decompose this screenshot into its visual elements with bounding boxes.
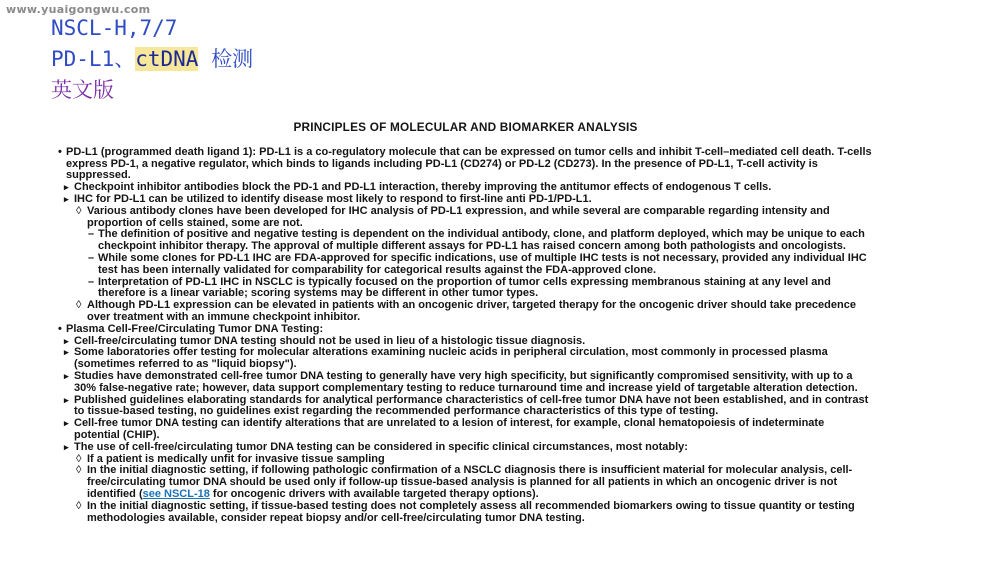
diamond-text: Although PD-L1 expression can be elevated in patients with an oncogenic driver, targeted therapy for the oncogenic driver should take precedence over treatment with an immune checkpoint inhibitor. — [87, 299, 856, 323]
pd-l1-dash-3 — [58, 277, 873, 301]
arrow-icon: ▸ — [64, 394, 69, 405]
sub-text: The use of cell-free/circulating tumor DNA testing can be considered in specific clinical circumstances, most notably: — [74, 440, 688, 453]
diamond-text: If a patient is medically unfit for invasive tissue sampling — [87, 452, 385, 465]
sub-text: Published guidelines elaborating standards for analytical performance characteristics of cell-free tumor DNA have not been established, and in contrast to tissue-based testing, no guidelines exist regarding the recommended performance characteristics of this type of testing. — [74, 393, 869, 418]
dash-text: Interpretation of PD-L1 IHC in NSCLC is typically focused on the proportion of tumor cells expressing membranous staining at any level and therefore is a linear variable; scoring systems may be different in other tumor types. — [98, 275, 831, 300]
watermark: www.yuaigongwu.com — [6, 3, 151, 16]
sub-text: Some laboratories offer testing for molecular alterations examining nucleic acids in peripheral circulation, most commonly in processed plasma (sometimes referred to as "liquid biopsy"). — [74, 346, 828, 371]
title-line2-suffix: 检测 — [198, 47, 254, 71]
pd-l1-diamond-1 — [58, 206, 873, 230]
sub-text: Cell-free/circulating tumor DNA testing should not be used in lieu of a histologic tissue diagnosis. — [74, 334, 586, 347]
slide-title-line3: 英文版 — [51, 78, 114, 102]
dash-icon: – — [88, 251, 95, 264]
bullet-pd-l1 — [58, 147, 873, 182]
see-nscl-18-link[interactable]: see NSCL-18 — [142, 487, 210, 500]
pd-l1-dash-2 — [58, 253, 873, 277]
bullet-text: PD-L1 (programmed death ligand 1): PD-L1 is a co-regulatory molecule that can be expressed on tumor cells and inhibit T-cell–mediated cell death. T-cells express PD-1, a negative regulator, which binds to ligands including PD-L1 (CD274) or PD-L2 (CD273). In the presence of PD-L1, T-cell activity is suppressed. — [66, 145, 872, 182]
arrow-icon: ▸ — [64, 182, 69, 193]
slide-title-line1: NSCL-H,7/7 — [51, 16, 178, 40]
document-heading: PRINCIPLES OF MOLECULAR AND BIOMARKER ANALYSIS — [293, 120, 638, 134]
dash-text: The definition of positive and negative testing is dependent on the individual antibody, clone, and platform deployed, which may be unique to each checkpoint inhibitor therapy. The approval of multiple different assays for PD-L1 has raised concern among both pathologists and oncologists. — [98, 228, 865, 253]
plasma-sub-2 — [58, 347, 873, 371]
diamond-icon: ◊ — [76, 452, 82, 465]
diamond-text: In the initial diagnostic setting, if tissue-based testing does not completely assess all recommended biomarkers owing to tissue quantity or testing methodologies available, consider repeat biopsy and/or cell-free/circulating tumor DNA testing. — [87, 499, 855, 524]
plasma-sub-5 — [58, 418, 873, 442]
sub-text: Cell-free tumor DNA testing can identify alterations that are unrelated to a lesion of interest, for example, clonal hematopoiesis of indeterminate potential (CHIP). — [74, 417, 825, 441]
diamond-icon: ◊ — [76, 464, 82, 477]
arrow-icon: ▸ — [64, 347, 69, 358]
arrow-icon: ▸ — [64, 193, 69, 204]
diamond-text: Various antibody clones have been developed for IHC analysis of PD-L1 expression, and while several are comparable regarding intensity and proportion of cells stained, some are not. — [87, 204, 830, 229]
plasma-sub-4 — [58, 395, 873, 419]
arrow-icon: ▸ — [64, 335, 69, 346]
diamond-text-after: for oncogenic drivers with available targeted therapy options). — [209, 487, 539, 500]
title-line2-prefix: PD-L1、 — [51, 47, 136, 71]
slide-title-line2 — [51, 46, 253, 72]
arrow-icon: ▸ — [64, 370, 69, 381]
sub-text: Studies have demonstrated cell-free tumor DNA testing to generally have very high specificity, but significantly compromised sensitivity, with up to a 30% false-negative rate; however, data support complementary testing to reduce turnaround time and increase yield of targetable alteration detection. — [74, 369, 858, 394]
title-highlight: ctDNA — [135, 47, 199, 71]
diamond-icon: ◊ — [76, 499, 82, 512]
diamond-icon: ◊ — [76, 204, 82, 217]
sub-text: Checkpoint inhibitor antibodies block the PD-1 and PD-L1 interaction, thereby improving the antitumor effects of endogenous T cells. — [74, 181, 772, 194]
dash-icon: – — [88, 228, 95, 241]
pd-l1-dash-1 — [58, 229, 873, 253]
document-page — [58, 122, 873, 524]
dash-text: While some clones for PD-L1 IHC are FDA-approved for specific indications, use of multiple IHC tests is not necessary, provided any individual IHC test has been internally validated for comparability for categorical results against the FDA-approved clone. — [98, 251, 867, 276]
plasma-diamond-3 — [58, 501, 873, 525]
bullet-icon: • — [58, 322, 62, 335]
diamond-icon: ◊ — [76, 299, 82, 312]
arrow-icon: ▸ — [64, 418, 69, 429]
bullet-text: Plasma Cell-Free/Circulating Tumor DNA Testing: — [66, 322, 324, 335]
pd-l1-diamond-2 — [58, 300, 873, 324]
dash-icon: – — [88, 275, 95, 288]
plasma-diamond-2 — [58, 465, 873, 500]
arrow-icon: ▸ — [64, 441, 69, 452]
plasma-sub-3 — [58, 371, 873, 395]
sub-text: IHC for PD-L1 can be utilized to identify disease most likely to respond to first-line anti PD-1/PD-L1. — [74, 192, 592, 205]
bullet-icon: • — [58, 145, 62, 158]
diamond-text-before: In the initial diagnostic setting, if following pathologic confirmation of a NSCLC diagnosis there is insufficient material for molecular analysis, cell-free/circulating tumor DNA should be used only if follow-up tissue-based analysis is planned for all patients in which an oncogenic driver is not identified ( — [87, 464, 853, 500]
